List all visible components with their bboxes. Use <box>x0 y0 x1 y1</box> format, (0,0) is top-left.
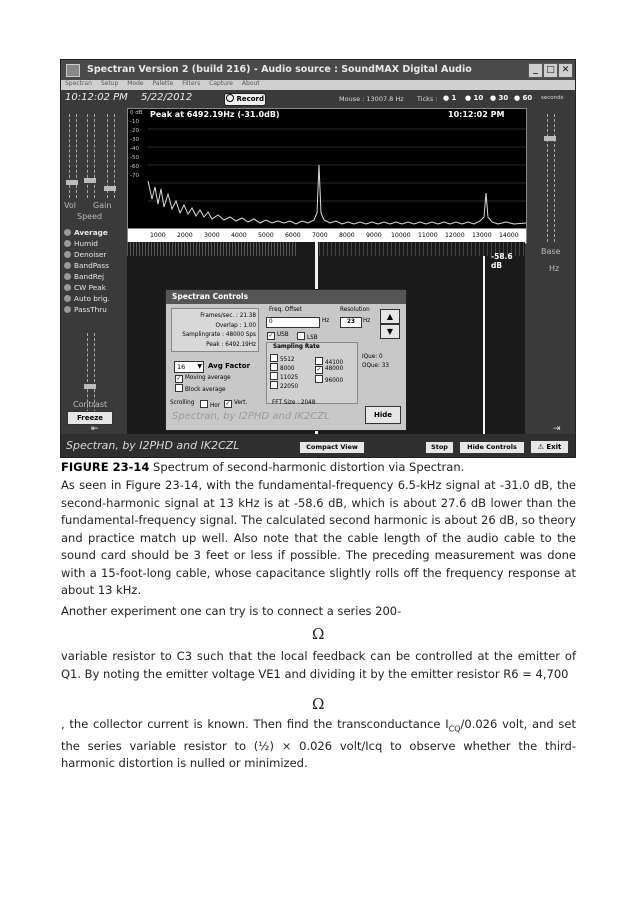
fft-size-readout: FFT Size : 2048 <box>272 400 316 406</box>
exit-icon: ⚠ <box>537 443 544 451</box>
avg-factor-select[interactable]: 16 ▼ <box>174 361 204 373</box>
x-tick-label: 7000 <box>312 232 328 239</box>
minimize-button[interactable]: _ <box>528 63 543 78</box>
close-button[interactable]: ✕ <box>558 63 573 78</box>
spectrum-plot <box>127 108 527 230</box>
date-display: 5/22/2012 <box>141 92 193 103</box>
usb-checkbox[interactable]: ✓ USB <box>268 332 289 339</box>
clock-left: 10:12:02 PM <box>65 92 128 103</box>
bottom-bar <box>61 434 575 457</box>
option-bandrej[interactable]: BandRej <box>64 272 104 281</box>
option-auto-brig[interactable]: Auto brig. <box>64 294 110 303</box>
rate-11025-checkbox[interactable]: 11025 <box>270 372 298 381</box>
iqueue-readout: IQue: 0 <box>362 354 383 360</box>
hide-controls-button[interactable]: Hide Controls <box>459 441 525 454</box>
gain-label: Gain <box>93 201 112 210</box>
y-label: -10 <box>130 119 139 125</box>
paragraph-4: , the collector current is known. Then find the transconductance $I_{CQ}/0.026$ volt, and set the series variable resistor to (½) × 0.026 volt/Icq to observe whether the third-harmonic distortion is nulled or minimized. <box>61 717 576 771</box>
gain-slider[interactable] <box>87 114 95 198</box>
chevron-down-icon: ▼ <box>197 363 202 370</box>
controls-watermark: Spectran, by I2PHD and IK2CZL <box>172 411 330 422</box>
menu-item[interactable]: Spectran <box>65 80 92 87</box>
moving-average-checkbox[interactable]: ✓ Moving average <box>176 375 231 382</box>
y-label: 0 dB <box>130 110 143 116</box>
x-tick-label: 3000 <box>204 232 220 239</box>
omega-symbol: Ω <box>312 625 325 643</box>
ticks-option-10[interactable]: ● 10 <box>465 94 484 102</box>
footer-brand: Spectran, by I2PHD and IK2CZL <box>66 439 240 452</box>
right-panel <box>525 108 575 434</box>
scroll-left-arrow-icon[interactable]: ⇤ <box>91 424 99 434</box>
hz-label: Hz <box>549 264 560 273</box>
option-denoiser[interactable]: Denoiser <box>64 250 107 259</box>
frames-stat: Frames/sec. : 21.38 <box>200 313 256 319</box>
peak-stat: Peak : 6492.19Hz <box>206 341 256 348</box>
x-tick-label: 9000 <box>366 232 382 239</box>
peak-readout: Peak at 6492.19Hz (-31.0dB) <box>150 110 280 119</box>
lsb-checkbox[interactable]: LSB <box>297 332 318 341</box>
menu-item[interactable]: Palette <box>152 80 174 87</box>
spectran-controls-dialog <box>165 289 407 431</box>
window-title: Spectran Version 2 (build 216) - Audio source : SoundMAX Digital Audio <box>87 64 472 75</box>
freq-offset-unit: Hz <box>322 318 330 324</box>
y-label: -60 <box>130 164 139 170</box>
base-slider[interactable] <box>547 114 555 242</box>
x-tick-label: 8000 <box>339 232 355 239</box>
exit-button[interactable]: ⚠ Exit <box>530 440 569 454</box>
scroll-vert-checkbox[interactable]: ✓ Vert. <box>225 400 248 407</box>
controls-title: Spectran Controls <box>166 290 406 304</box>
paragraph-2: Another experiment one can try is to connect a series 200- <box>61 604 402 618</box>
resolution-down-button[interactable]: ▼ <box>380 324 400 339</box>
y-label: -30 <box>130 137 139 143</box>
scroll-hor-checkbox[interactable]: Hor <box>200 400 220 409</box>
vol-label: Vol <box>64 201 76 210</box>
contrast-label: Contrast <box>73 400 108 409</box>
rate-96000-checkbox[interactable]: 96000 <box>315 375 343 384</box>
freeze-button[interactable]: Freeze <box>67 411 113 425</box>
record-button[interactable] <box>224 93 266 106</box>
menu-item[interactable]: Filters <box>182 80 201 87</box>
x-tick-label: 2000 <box>177 232 193 239</box>
figure-caption <box>61 459 576 477</box>
omega-symbol: Ω <box>312 695 325 713</box>
option-list <box>61 226 127 316</box>
rate-8000-checkbox[interactable]: 8000 <box>270 363 294 372</box>
x-tick-label: 4000 <box>231 232 247 239</box>
rate-44100-checkbox[interactable]: 44100 <box>315 357 343 366</box>
menu-item[interactable]: Mode <box>127 80 144 87</box>
scrolling-label: Scrolling <box>170 400 195 406</box>
menu-item[interactable]: Capture <box>209 80 233 87</box>
maximize-button[interactable]: □ <box>543 63 558 78</box>
freq-offset-input[interactable]: 0 <box>266 317 320 328</box>
x-tick-label: 1000 <box>150 232 166 239</box>
ticks-label: Ticks : <box>417 95 438 103</box>
contrast-slider-thumb[interactable] <box>84 384 96 389</box>
paragraph-1: As seen in Figure 23-14, with the fundamental-frequency 6.5-kHz signal at -31.0 dB, the second-harmonic signal at 13 kHz is at -58.6 dB, which is about 27.6 dB lower than the fundamental-frequency signal. The calculated second harmonic is about 26 dB, so theory and practice match up well. Also note that the cable length of the audio cable to the sound card should be 3 feet or less if possible. The preceding measurement was done with a 15-foot-long cable, whose capacitance slightly rolls off the frequency response at about 13 kHz. <box>61 478 576 597</box>
avg-factor-label: Avg Factor <box>208 362 251 370</box>
sampling-rate-group <box>266 342 358 404</box>
clock-right: 10:12:02 PM <box>448 110 505 119</box>
resolution-unit: Hz <box>363 318 371 324</box>
title-bar <box>61 60 575 80</box>
base-label: Base <box>541 247 561 256</box>
option-passthru[interactable]: PassThru <box>64 305 107 314</box>
base-slider-thumb[interactable] <box>544 136 556 141</box>
stop-button[interactable]: Stop <box>425 441 454 454</box>
x-tick-label: 10000 <box>391 232 411 239</box>
ticks-option-30[interactable]: ● 30 <box>490 94 509 102</box>
block-average-checkbox[interactable]: Block average <box>175 384 225 393</box>
y-label: -70 <box>130 173 139 179</box>
hide-button[interactable]: Hide <box>365 406 401 424</box>
x-tick-label: 5000 <box>258 232 274 239</box>
menu-item[interactable]: Setup <box>100 80 119 87</box>
sampling-stat: Samplingrate : 48000 Sps <box>182 332 256 338</box>
option-cw-peak[interactable]: CW Peak <box>64 283 106 292</box>
left-panel <box>61 108 127 434</box>
vol-slider-thumb[interactable] <box>66 180 78 185</box>
caption-label: FIGURE 23-14 <box>61 460 150 474</box>
rate-48000-checkbox[interactable]: ✓ 48000 <box>316 366 344 373</box>
rate-22050-checkbox[interactable]: 22050 <box>270 381 298 390</box>
marker-readout: -58.6 dB <box>491 252 513 270</box>
ticks-unit: seconds <box>541 95 564 101</box>
option-average[interactable]: Average <box>64 228 108 237</box>
oqueue-readout: OQue: 33 <box>362 363 390 369</box>
y-label: -20 <box>130 128 139 134</box>
record-label: Record <box>236 95 264 103</box>
menu-item[interactable]: About <box>241 80 260 87</box>
ticks-option-1[interactable]: ● 1 <box>443 94 457 102</box>
x-tick-label: 14000 <box>499 232 519 239</box>
mouse-readout: Mouse : 13007.8 Hz <box>339 95 404 103</box>
freq-offset-label: Freq. Offset <box>269 307 302 313</box>
overlap-stat: Overlap : 1.00 <box>215 322 256 329</box>
info-bar <box>61 90 575 108</box>
app-icon <box>66 64 80 77</box>
x-tick-label: 13000 <box>472 232 492 239</box>
y-label: -40 <box>130 146 139 152</box>
record-icon <box>226 94 234 102</box>
spectrum-trace <box>128 109 526 229</box>
speed-label: Speed <box>77 212 103 221</box>
x-tick-label: 11000 <box>418 232 438 239</box>
option-humid[interactable]: Humid <box>64 239 98 248</box>
sampling-rate-label: Sampling Rate <box>273 344 320 350</box>
gain-slider-thumb[interactable] <box>84 178 96 183</box>
caption-text: Spectrum of second-harmonic distortion via Spectran. <box>149 460 465 474</box>
waterfall-noise <box>127 242 297 256</box>
scroll-right-arrow-icon[interactable]: ⇥ <box>553 424 561 434</box>
y-label: -50 <box>130 155 139 161</box>
harmonic-line <box>483 242 485 434</box>
contrast-slider[interactable] <box>87 333 95 423</box>
compact-view-button[interactable]: Compact View <box>299 441 365 454</box>
x-tick-label: 12000 <box>445 232 465 239</box>
rate-5512-checkbox[interactable]: 5512 <box>270 354 294 363</box>
resolution-up-button[interactable]: ▲ <box>380 309 400 324</box>
option-bandpass[interactable]: BandPass <box>64 261 109 270</box>
resolution-input[interactable]: 23 <box>340 317 362 328</box>
vol-slider[interactable] <box>69 114 77 198</box>
extra-slider-thumb[interactable] <box>104 186 116 191</box>
x-tick-label: 6000 <box>285 232 301 239</box>
ticks-option-60[interactable]: ● 60 <box>514 94 533 102</box>
paragraph-3: variable resistor to C3 such that the local feedback can be controlled at the emitter of Q1. By noting the emitter voltage VE1 and dividing it by the emitter resistor R6 = 4,700 <box>61 649 576 681</box>
stats-box <box>171 308 259 352</box>
spectran-window <box>60 59 576 458</box>
menu-bar <box>61 80 575 90</box>
resolution-label: Resolution <box>340 307 370 313</box>
